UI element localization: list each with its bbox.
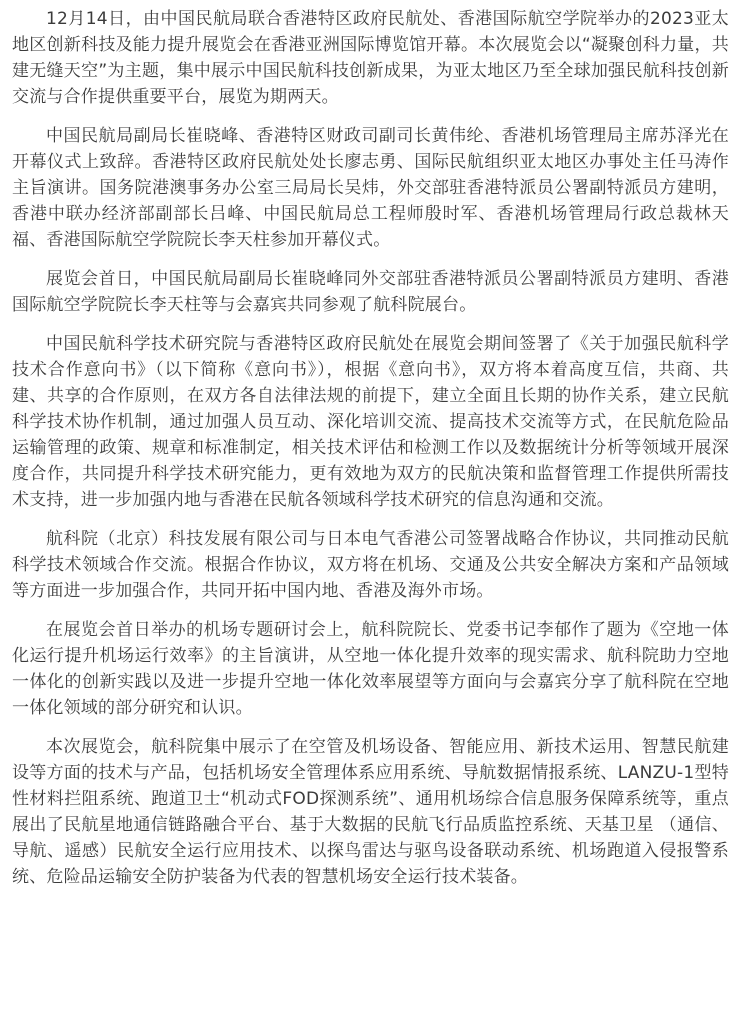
paragraph-exhibition-opening: 12月14日，由中国民航局联合香港特区政府民航处、香港国际航空学院举办的2023亚太地区创新科技及能力提升展览会在香港亚洲国际博览馆开幕。本次展览会以“凝聚创科力量，共建无缝天空”为主题，集中展示中国民航科技创新成果，为亚太地区乃至全球加强民航科技创新交流与合作提供重要平台，展览为期两天。 (12, 9, 729, 107)
paragraph-letter-of-intent: 中国民航科学技术研究院与香港特区政府民航处在展览会期间签署了《关于加强民航科学技术合作意向书》（以下简称《意向书》），根据《意向书》，双方将本着高度互信，共商、共建、共享的合作原则，在双方各自法律法规的前提下，建立全面且长期的协作关系，建立民航科学技术协作机制，通过加强人员互动、深化培训交流、提高技术交流等方式，在民航危险品运输管理的政策、规章和标准制定，相关技术评估和检测工作以及数据统计分析等领域开展深度合作，共同提升科学技术研究能力，更有效地为双方的民航决策和监督管理工作提供所需技术支持，进一步加强内地与香港在民航各领域科学技术研究的信息沟通和交流。 (12, 334, 729, 510)
paragraph-strategic-agreement: 航科院（北京）科技发展有限公司与日本电气香港公司签署战略合作协议，共同推动民航科学技术领域合作交流。根据合作协议，双方将在机场、交通及公共安全解决方案和产品领域等方面进一步加强合作，共同开拓中国内地、香港及海外市场。 (12, 529, 729, 601)
paragraph-exhibits: 本次展览会，航科院集中展示了在空管及机场设备、智能应用、新技术运用、智慧民航建设等方面的技术与产品，包括机场安全管理体系应用系统、导航数据情报系统、LANZU-1型特性材料拦阻系统、跑道卫士“机动式FOD探测系统”、通用机场综合信息服务保障系统等，重点展出了民航星地通信链路融合平台、基于大数据的民航飞行品质监控系统、天基卫星 （通信、导航、遥感）民航安全运行应用技术、以探鸟雷达与驱鸟设备联动系统、机场跑道入侵报警系统、危险品运输安全防护装备为代表的智慧机场安全运行技术装备。 (12, 737, 729, 887)
paragraph-booth-visit: 展览会首日，中国民航局副局长崔晓峰同外交部驻香港特派员公署副特派员方建明、香港国际航空学院院长李天柱等与会嘉宾共同参观了航科院展台。 (12, 269, 729, 315)
paragraph-opening-ceremony: 中国民航局副局长崔晓峰、香港特区财政司副司长黄伟纶、香港机场管理局主席苏泽光在开幕仪式上致辞。香港特区政府民航处处长廖志勇、国际民航组织亚太地区办事处主任马涛作主旨演讲。国务院港澳事务办公室三局局长吴炜，外交部驻香港特派员公署副特派员方建明，香港中联办经济部副部长吕峰、中国民航局总工程师殷时军、香港机场管理局行政总裁林天福、香港国际航空学院院长李天柱参加开幕仪式。 (12, 126, 729, 250)
paragraph-keynote-speech: 在展览会首日举办的机场专题研讨会上，航科院院长、党委书记李郁作了题为《空地一体化运行提升机场运行效率》的主旨演讲，从空地一体化提升效率的现实需求、航科院助力空地一体化的创新实践以及进一步提升空地一体化效率展望等方面向与会嘉宾分享了航科院在空地一体化领域的部分研究和认识。 (12, 620, 729, 718)
